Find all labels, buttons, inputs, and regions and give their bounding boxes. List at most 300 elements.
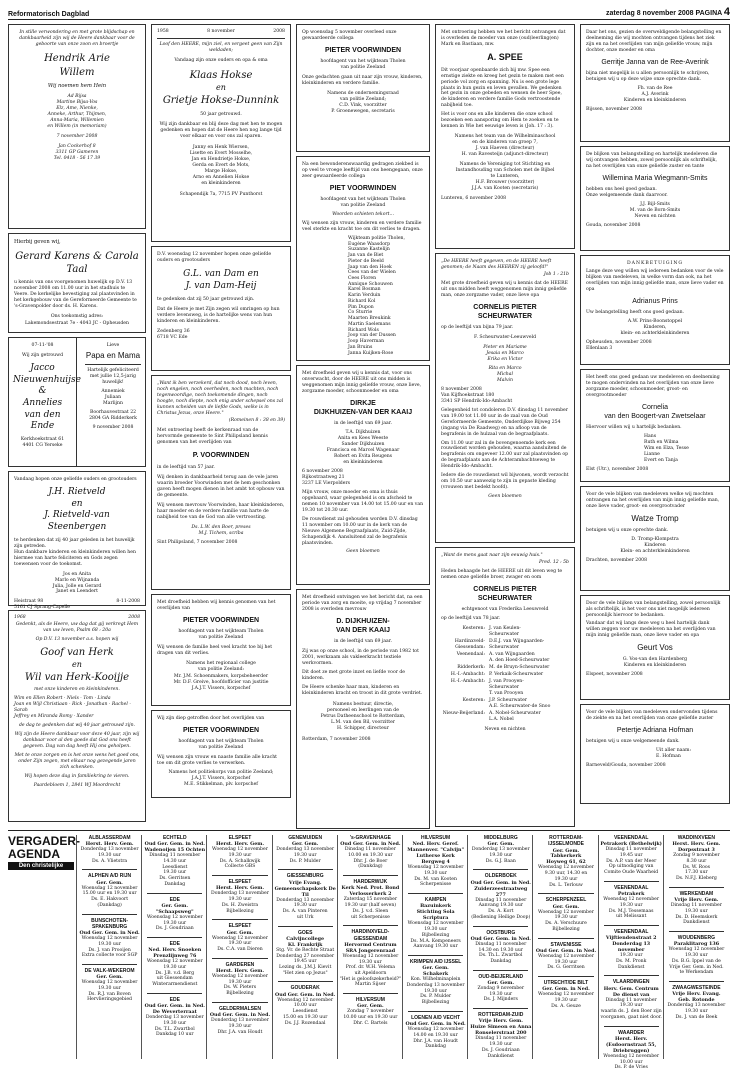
page-header xyxy=(8,6,730,20)
ad-text: Wij hopen deze dag in familiekring te vieren. xyxy=(24,773,130,779)
ad-signature: J.J. Bijl-Smits M. van de Born-Smits Neven en nichten xyxy=(629,201,681,219)
obituary-school xyxy=(296,589,430,829)
ad-text: Het is voor ons en alle kinderen die onze school bezoeken een aansporing om Hem te zoeken en te kennen in Wie het eeuwige leven is (Joh. 17 : 3). xyxy=(441,112,559,130)
item-divider xyxy=(343,925,398,926)
agenda-item xyxy=(208,1006,271,1035)
thanks-4 xyxy=(580,369,730,482)
deceased-name: PIETER VOORWINDEN xyxy=(182,616,260,624)
agenda-church: Oud Ger. Gem. in Ned. xyxy=(535,947,597,954)
agenda-item xyxy=(469,835,532,864)
agenda-details: Zondag 9 november 8.30 uur Ds. W. Roos 17.30 uur Ds. N.F.J. Kleberg xyxy=(673,853,720,882)
item-divider xyxy=(604,881,659,882)
thanks-3 xyxy=(580,255,730,365)
agenda-church: Vrije Herv. Gem. Huize Simeon en Anna Ronselerstraat 200 xyxy=(470,1018,532,1037)
deceased-name: Willemina Maria Wiegmann-Smits xyxy=(602,174,708,182)
verse-reference: (Romeinen 8 : 38 en 39) xyxy=(228,417,285,423)
agenda-details: Woensdag 12 november 19.30 uur Ds. M.J. Tessemaas uit Melissant xyxy=(603,897,660,920)
relative-names: J.P. Scheurwater A.E. Scheurwater-de Snoo xyxy=(489,697,551,709)
agenda-details: Dinsdag 11 november 19.30 uur Ds. D. Heemskerk Dankdienst xyxy=(670,903,722,926)
agenda-item xyxy=(143,897,206,932)
ad-text: Op woensdag 5 november overleed onze gewaardeerde collega xyxy=(302,30,397,41)
deceased-name: CORNELIS PIETER SCHEURWATER xyxy=(473,585,537,602)
column-divider xyxy=(337,835,338,1059)
couple-names: Jacco Nieuwenhuijse & Annelies van den Ende xyxy=(13,362,81,432)
ad-title: Lieve xyxy=(106,343,120,348)
agenda-details: Stg. Vr. de Rechte Straat Donderdag 27 november 19.45 uur Lezing ds. J.M.J. Kievit "Het zien op Jezus" xyxy=(276,947,335,976)
thanks-7 xyxy=(580,704,730,804)
agenda-church: Oud Ger. Gem. in Ned. De Weverterraat xyxy=(144,1003,205,1016)
item-divider xyxy=(212,875,267,876)
item-divider xyxy=(473,869,528,870)
agenda-item xyxy=(534,835,597,888)
ad-address: Lakemondsestraat 7e - 4043 JC - Opheusden xyxy=(25,320,129,326)
ad-text: Met te onze zorgen en is het onze wens het goed ons, onder Zijn zegen, met elkaar nog gezegende jaren zich schenken. xyxy=(14,752,140,770)
page-number: 4 xyxy=(723,5,730,18)
ad-signature: D. Tromp-Klompstra Kinderen Klein- en achterkleinkinderen xyxy=(620,537,690,555)
agenda-details: Donderdag 13 november 19.30 uur Ds. A. van Pinteren uit Urk xyxy=(276,897,335,920)
agenda-church: Calvijncollege Kl. Frankrijk xyxy=(286,935,325,948)
year-end: 2008 xyxy=(273,29,285,34)
agenda-item xyxy=(665,935,728,976)
agenda-column xyxy=(404,835,467,1055)
child-name-second: Willem xyxy=(59,66,95,78)
agenda-item xyxy=(534,980,597,1009)
agenda-church: Herst. Herv. Gem. xyxy=(215,841,264,848)
agenda-item xyxy=(78,873,141,908)
deceased-role: hoofdagent van het wijkteam Tholen van politie Zeeland xyxy=(178,629,264,640)
agenda-item xyxy=(600,885,663,920)
relatives-list xyxy=(441,626,569,723)
agenda-place: GENEMUIDEN xyxy=(288,835,323,841)
agenda-church: Kerk Ned. Prot. Bond Verlosserkerk 2 xyxy=(341,885,400,898)
ad-intro: D.V. woensdag 12 november hopen onze geliefde ouders en grootouders xyxy=(157,252,272,263)
couple-names: G.L. van Dam en J. van Dam-Heij xyxy=(183,268,259,291)
item-divider xyxy=(473,970,528,971)
ad-text: Om 11.00 uur zal in de bovengenoemde kerk een rouwdienst worden gehouden, waarna aansluitend de begrafenis om ongeveer 12.00 uur zal plaatsvinden op de begraafplaats aan de Achterambachtseweg te Hendrik-Ido-Ambacht. xyxy=(441,440,569,470)
ad-text: Met droefheid hebben wij kennis genomen van het overlijden van xyxy=(157,600,276,611)
deceased-name: PIET VOORWINDEN xyxy=(329,184,397,192)
ad-place: Lunteren, 6 november 2008 xyxy=(441,196,507,201)
team-members: Wijkteam politie Tholen, Eugène Waasdorp Suzanne Kastelijn Jan van de Biet Pieter de Beeld Jaap van den Hoek Cees van der Wielen Cees Floren Annique Schouwen Karel Bosman Karin Verduin Richard Kol Pim Dupon Co Sturrie Maarten Breukink Martin Saelemans Richard Wols Joop van der Dussen Joop Haverman Jan Bruins Janna Kuijken-Rose xyxy=(348,235,405,356)
item-divider xyxy=(408,893,463,894)
ad-conjunction: en xyxy=(216,82,226,92)
agenda-item xyxy=(339,997,402,1026)
agenda-column xyxy=(469,835,532,1064)
agenda-details: Woensdag 12 november 19.30 uur Ds. B.G. Ippel van de Vrije Ger. Gem. in Ned. te Werkendam xyxy=(668,947,725,976)
agenda-item xyxy=(600,835,663,876)
ad-text: Hiervoor willen wij u hartelijk bedanken. xyxy=(586,425,682,431)
column-divider xyxy=(141,835,142,1059)
relative-names: A. van Wijngaarden A. den Hoed-Scheurwater xyxy=(489,651,550,663)
agenda-item xyxy=(534,897,597,932)
agenda-item xyxy=(208,923,271,952)
obituary-police xyxy=(151,594,291,706)
agenda-place: WAARDER xyxy=(618,1029,645,1036)
ad-text: Dat de Heere je met Zijn zegen wil omringen op hun verdere levensweg, is de hartelijke wens van hun kinderen en kleinkinderen. xyxy=(157,307,280,325)
relative-place: Ridderkerk: xyxy=(457,664,485,670)
spouse-name: Klaas Hokse xyxy=(189,69,253,81)
agenda-item xyxy=(404,959,467,1006)
married-panel xyxy=(9,338,81,466)
ad-family: Wim en Ellen Robert · Niels · Tom · Linda Joan en Wijl Christiaan · Rick · Jonathan · Rachel · Sarah Jeffrey en Miranda Romy · Xander xyxy=(14,696,131,720)
agenda-details: Woensdag 12 november 19.30 uur Ds. J. van Prooijen Extra collecte voor SGP xyxy=(81,936,138,959)
deceased-name: Petertje Adriana Hofman xyxy=(616,726,694,734)
agenda-place: LOENEN A/D VECHT xyxy=(411,1014,461,1021)
agenda-subtitle: Den christelijke xyxy=(8,862,74,870)
ad-text: Heden behaagde het de HEERE uit dit leven weg te nemen onze geliefde broer, zwager en oom xyxy=(441,568,563,580)
agenda-church: Oud Ger. Gem. in Ned. xyxy=(405,1021,466,1028)
ad-conjunction: en xyxy=(72,659,82,669)
agenda-details: Donderdag 13 november 19.30 uur Dhr. J.A. van Houdt xyxy=(211,1018,269,1035)
agenda-place: HILVERSUM xyxy=(355,997,385,1004)
ad-date: 07-11-'08 xyxy=(31,343,54,348)
ad-text: met onze kinderen en kleinkinderen. xyxy=(34,687,120,693)
agenda-column xyxy=(600,835,663,1076)
agenda-place: UTRECHT/DE BILT xyxy=(543,980,589,986)
agenda-church: Vrije Herv. Gem. xyxy=(674,897,719,904)
ad-note: Geen bloemen xyxy=(346,549,380,555)
ad-place: Rotterdam, 7 november 2008 xyxy=(302,736,371,742)
agenda-details: Dinsdag 11 november Aanvang 19.30 uur Ds. A. Kort (Bediening Heilige Doop) xyxy=(471,897,531,920)
ad-text: Iedere die de rouwdienst wil bijwonen, wordt verzocht om 10.50 uur aanwezig te zijn in gepaste kleding (vrouwen met bedekt hoofd). xyxy=(441,473,569,491)
agenda-church: Oud Ger. Gem. in Ned. xyxy=(275,991,336,998)
column-2 xyxy=(151,24,291,802)
recipient-name: Papa en Mama xyxy=(85,350,141,360)
relative-place: Hardinxveld- Giessendam: xyxy=(454,638,485,650)
agenda-church: Ger. Gem. xyxy=(357,1003,384,1010)
agenda-place: OUD-BEIJERLAND xyxy=(478,973,524,980)
agenda-item xyxy=(339,879,402,920)
agenda-item xyxy=(274,873,337,920)
agenda-column xyxy=(274,835,337,1031)
agenda-item xyxy=(469,1012,532,1059)
ad-date: 8-11-2008 xyxy=(116,599,140,605)
item-divider xyxy=(604,975,659,976)
ad-age: op de leeftijd van bijna 79 jaar. xyxy=(441,325,514,330)
relative-row xyxy=(441,639,569,651)
column-4 xyxy=(435,24,575,831)
agenda-place: BUNSCHOTEN-SPAKENBURG xyxy=(91,917,129,930)
agenda-item xyxy=(274,930,337,977)
agenda-church: Oud Ger. Gem. in Ned. xyxy=(209,1012,271,1019)
agenda-details: Dinsdag 11 november 19.30 uur Ds. J. Goudriaan Dankdienst xyxy=(475,1036,527,1059)
item-divider xyxy=(538,976,593,977)
ad-text: Dit doet ze met grote inzet en liefde voor de kinderen. xyxy=(302,669,406,681)
married-announcement xyxy=(8,337,146,467)
obituary-brother xyxy=(435,547,575,827)
agenda-place: VEENENDAAL xyxy=(613,835,649,841)
relative-row xyxy=(441,698,569,710)
agenda-church: Ger. Gem. "Schaapsweg" xyxy=(155,902,194,915)
agenda-church: Herst. Herv. Gem. xyxy=(215,968,264,975)
agenda-details: Dinsdag 11 november 19.45 uur Ds. A.P. van der Meer Op uitnodiging van Comite Oude Waarheid xyxy=(604,847,659,876)
ad-text: te gedenken dat zij 50 jaar getrouwd zijn. xyxy=(157,297,255,303)
agenda-column xyxy=(208,835,271,1040)
deceased-name: A. SPEE xyxy=(487,51,523,62)
agenda-place: EDE xyxy=(169,896,180,903)
agenda-details: Dinsdag 11 november 14.30 en 19.30 uur Ds. Th.L. Zwartbol Dankdag xyxy=(475,941,527,965)
ad-date: 8 november xyxy=(207,29,235,34)
ad-text: Gelegenheid tot condoleren D.V. dinsdag 11 november van 19.00 tot 11.00 uur in de zaal van de Oud Gereformeerde Gemeente, Onderdijkse Bijweg 254 (ingang via De Raadweg) en na afloop van de begrafenis in de hulzaal van de begraafplaats. xyxy=(441,407,568,437)
agenda-heading: VERGADER- AGENDA xyxy=(8,834,81,861)
agenda-details: Woensdag 12 november 19.30 uur Ds. A. Geuze xyxy=(538,992,594,1009)
agenda-item xyxy=(469,930,532,965)
ad-text: Met ontroering heeft de kerkenraad van de hervormde gemeente te Sint Philipsland kennis genomen van het overlijden van xyxy=(157,427,268,445)
newspaper-name: Reformatorisch Dagblad xyxy=(8,10,90,18)
agenda-church: Ger. Gem. xyxy=(487,980,515,986)
deceased-role: hoofdagent van het wijkteam Tholen van politie Zeeland xyxy=(178,739,264,751)
agenda-item xyxy=(665,891,728,926)
agenda-place: HILVERSUM xyxy=(421,835,451,841)
item-divider xyxy=(82,914,137,915)
thanks-1 xyxy=(580,24,730,142)
column-5 xyxy=(580,24,730,804)
item-divider xyxy=(343,993,398,994)
deceased-name: DIRKJE DIJKHUIZEN-VAN DER KAAIJ xyxy=(313,399,413,416)
relative-row xyxy=(441,679,569,697)
agenda-church: Ned. Herv. Geref. Mannenver. "Calvijn" Lutherse Kerk Bergweg 4 xyxy=(407,841,464,866)
item-divider xyxy=(538,938,593,939)
agenda-church: Ger. Gem. xyxy=(96,879,123,886)
ad-text: Hartelijk gefeliciteerd met jullie 12,5-jarig huwelijk! xyxy=(87,368,139,386)
agenda-place: ALPHEN A/D RIJN xyxy=(88,873,132,880)
year-row xyxy=(157,29,285,35)
ad-text: Wij wensen mevrouw Voorwinden, haar kleinkinderen, haar moeder en de verdere familie van harte de nabijheid toe van de God van alle vertroosting. xyxy=(157,502,285,520)
relative-names: P. Verkaik-Scheurwater xyxy=(489,671,544,677)
ad-place: Gouda, november 2008 xyxy=(586,222,641,228)
verse-reference: Job 1 : 21b xyxy=(543,271,569,277)
item-divider xyxy=(604,1026,659,1027)
agenda-item xyxy=(469,873,532,920)
agenda-details: Woensdag 12 november 10.00 uur Ds. P. de Vries xyxy=(603,1053,660,1071)
agenda-item xyxy=(339,929,402,988)
ad-age: in de leeftijd van 69 jaar. xyxy=(334,639,392,645)
agenda-place: OOSTBURG xyxy=(486,929,516,936)
agenda-church: Paraklitarog 136 xyxy=(673,941,720,948)
page-indicator xyxy=(606,5,730,19)
agenda-church: Oud Ger. Gem. in Ned. Wadenoijen 15 Ochten xyxy=(144,841,206,854)
agenda-place: ELSPEET xyxy=(228,923,252,930)
ad-signature: Namens het politiekorps van politie Zeeland; J.A.J.T. Vissers, korpschef M.E. Stikkelman, plv. korpschef xyxy=(168,769,274,787)
agenda-place: STAVENISSE xyxy=(550,941,582,948)
agenda-church: Bazuinkerk Stichting Sola Scriptura xyxy=(416,903,455,922)
ad-text: Mijn vrouw, onze moeder en oma is thuis opgebaard, waar gelegenheid is om afscheid te nemen 10 november van 14.00 tot 15.00 uur en van 19.30 tot 20.30 uur. xyxy=(302,489,424,513)
agenda-details: Zondag 7 november 10.00 uur en 19.30 uur Dhr. C. Bartels xyxy=(343,1009,398,1026)
ad-spouse: echtgenoot van Frederika Leeuwveld xyxy=(461,607,549,613)
agenda-church: Petrakerk (Bethelwijk) xyxy=(600,841,662,848)
spouse-name-second: Grietje Hokse-Dunnink xyxy=(162,95,280,107)
relative-row xyxy=(441,711,569,723)
agenda-place: HARDINXVELD-GIESSENDAM xyxy=(351,929,390,942)
year-start: 1968 xyxy=(14,615,26,620)
agenda-place: 's-GRAVENHAGE xyxy=(349,835,391,841)
year-start: 1958 xyxy=(157,29,169,34)
item-divider xyxy=(82,869,137,870)
year-end: 2008 xyxy=(128,615,140,620)
ad-text: Na een bewonderenswaardig gedragen ziekbed is op veel te vroege leeftijd van ons heengegaan, onze zeer gewaardeerde collega xyxy=(302,162,423,179)
agenda-place: GARDEREN xyxy=(225,961,255,968)
agenda-place: SCHERPENZEEL xyxy=(545,897,587,904)
ad-family-second: Rita en Marco Michal Malvin xyxy=(488,365,522,383)
ad-text: De blijken van belangstelling en hartelijk medeleven die wij ontvangen hebben, zowel persoonlijk als schriftelijk, na het overlijden van onze geliefde zuster en tante xyxy=(586,152,718,169)
agenda-church: Petrakerk xyxy=(617,891,645,898)
ad-family: Jos en Anita Marlo en Wijnanda Julia, Jolle en Gerard Janet en Leendert xyxy=(52,571,102,595)
ad-age: op de leeftijd van 78 jaar. xyxy=(441,616,501,622)
column-divider xyxy=(532,835,533,1059)
item-divider xyxy=(82,964,137,965)
agenda-place: KAMPEN xyxy=(424,897,447,904)
ad-address: Boorhauvestraat 22 2804 GA Ridderkerk xyxy=(89,410,137,422)
ad-subtitle: Wij noemen hem Hein xyxy=(47,82,107,89)
ad-date: 6 november 2008 Rijkostraatweg 21 3237 LE Vierpolders xyxy=(302,468,351,486)
ad-text: u kennis van ons voorgenomen huwelijk op D.V. 13 november 2008 om 11.00 uur in het stadhuis te Veere. De kerkelijke bevestiging zal plaatsvinden in het kerkgebouw van de Gereformeerde Gemeente te 's-Gravenpolder door ds. H. Karens. xyxy=(14,279,137,309)
agenda-church: Ger. Gem. xyxy=(96,974,123,981)
item-divider xyxy=(212,958,267,959)
agenda-item xyxy=(274,985,337,1026)
ad-text: hebben ons heel goed gedaan. Onze welgemeende dank daarvoor. xyxy=(586,187,668,198)
item-divider xyxy=(473,1008,528,1009)
item-divider xyxy=(669,887,724,888)
spouse-name: Goof van Herk xyxy=(40,646,114,658)
ad-place: Bijssen, november 2008 xyxy=(586,106,642,112)
meeting-agenda xyxy=(8,830,730,1071)
agenda-item xyxy=(208,835,271,870)
ad-years: 50 jaar getrouwd. xyxy=(200,112,242,118)
relative-row xyxy=(441,626,569,638)
obituary-works-council xyxy=(296,24,430,152)
agenda-place: WADDINXVEEN xyxy=(677,835,715,841)
ad-verse: Gedenkt, als de Heere, uw dag dat gij verkregt Hem van uw leven, Psalm 68 : 20a xyxy=(15,621,139,633)
item-divider xyxy=(278,926,333,927)
agenda-item xyxy=(600,929,663,970)
ad-family: T.A. Dijkhuizen Anita en Kees Weeste Sander Dijkhuizen Francisca en Marcel Wagenaar Robert en Evita Reugens en kleinkinderen xyxy=(326,430,400,465)
year-row xyxy=(14,615,140,621)
item-divider xyxy=(408,1011,463,1012)
item-divider xyxy=(538,893,593,894)
ad-signature: Annemiek Juliaan Marlijnn xyxy=(101,389,125,407)
agenda-church: Herst. Herv. (Esdoornstraat 55, Driebruggen) xyxy=(606,1035,657,1054)
ad-address: Schapendijk 7a, 7715 PV Punthorst xyxy=(179,191,263,197)
column-3 xyxy=(296,24,430,833)
agenda-details: Dinsdag 11 november 10.00 en 19.30 uur Dhr. J. de Boer (Dankdag) xyxy=(344,847,396,870)
ad-text: Met droefheid ontvingen we het bericht dat, na een periode van zorg en moeite, op vrijdag 7 november 2008 is overleden mevrouw xyxy=(302,595,423,612)
agenda-place: HARDERWIJK xyxy=(353,879,388,886)
agenda-details: Woensdag 12 november 19.30 uur Ds. C.A. van Dieren xyxy=(212,935,268,953)
relative-row xyxy=(441,672,569,678)
agenda-church: Vijftiendenstraat 2 Donderdag 13 november xyxy=(605,935,657,954)
agenda-place: GOUDERAK xyxy=(290,985,320,992)
item-divider xyxy=(147,893,202,894)
agenda-details: Woensdag 12 november 19.30 uur Ds. A. Schalkwijk Collecte GBS xyxy=(212,847,268,870)
ad-address: Heistraat 98 5161 CJ Sprang-Capelle xyxy=(14,599,71,611)
agenda-item xyxy=(143,835,206,888)
agenda-item xyxy=(404,897,467,950)
ad-place: Elspeet, november 2008 xyxy=(586,672,643,678)
ad-parents: Ad Bijsa Martine Bijsa-Vos Elz, Ame, Nienke, Anneke, Arthur, Thijmen, Anna-Maria, Willemien en Willem (in memoriam) xyxy=(47,93,107,129)
item-divider xyxy=(147,937,202,938)
agenda-column xyxy=(339,835,402,1032)
agenda-details: Woensdag 12 november 19.30 uur Ds. R.J. van Boven Hervlieringsgebied xyxy=(81,980,138,1003)
agenda-place: VEENENDAAL xyxy=(613,884,649,891)
deceased-name: D. DIJKHUIZEN- VAN DER KAAIJ xyxy=(336,617,390,634)
child-name: Hendrik Arie xyxy=(44,52,110,64)
verse-reference: Pred. 12 : 5b xyxy=(538,559,569,565)
ad-date: 9 november 2008 xyxy=(92,425,134,431)
agenda-place: MIDDELBURG xyxy=(483,835,518,841)
obituary-family xyxy=(296,365,430,585)
ad-signature: Hans Ruth en Wilma Wim en Elza, Tesse Lianne Evert en Tanja xyxy=(644,434,689,463)
anniversary-panel xyxy=(81,338,145,466)
agenda-place: GIESSENBURG xyxy=(286,873,324,880)
ad-signature-second: Namens de Vereniging tot Stichting en Instandhouding van Scholen met de Bijbel te Lunteren, H.F. Brouwer (voorzitter) J.J.A. van Kooten (secretaris) xyxy=(455,162,555,192)
agenda-item xyxy=(534,942,597,971)
ad-age: in de leeftijd van 69 jaar. xyxy=(334,421,392,427)
ad-spouse: F. Scheurwater-Leeuwveld xyxy=(473,334,537,340)
ad-note: Neven en nichten xyxy=(484,726,526,732)
agenda-place: ECHTELD xyxy=(162,835,187,841)
agenda-details: Zaterdag 15 november 19.30 uur (half seven) Ds. J. v.d. Sleen uit Scherpenisse xyxy=(343,897,398,920)
deceased-name: Adrianus Prins xyxy=(632,297,678,305)
agenda-place: ALBLASSERDAM xyxy=(88,835,131,841)
agenda-church: Ned. Herv. Snoeken Prenzlijnweg 76 xyxy=(148,947,202,960)
agenda-place: ELSPEET xyxy=(228,835,252,841)
deceased-name: P. VOORWINDEN xyxy=(192,451,250,459)
ad-intro: Vandaag zijn onze ouders en opa & oma xyxy=(174,57,268,63)
agenda-details: Woensdag 12 november 19.30 uur Ds. W. Pieters Bijbellezing xyxy=(212,974,268,997)
relative-place: Kesteren: xyxy=(462,626,485,631)
agenda-item xyxy=(404,1015,467,1050)
agenda-details: Woensdag 12 november 19.30 uur Ds. J.B. v.d. Berg uit Giessendam Winterarmendienst xyxy=(146,959,203,988)
deceased-role: hoofdagent van het wijkteam Tholen van politie Zeeland xyxy=(320,59,406,70)
ad-text: betuigen wij u onze oprechte dank. xyxy=(586,528,669,534)
agenda-details: Donderdag 13 november 19.30 uur Ds. H. Zweistra Bijbellezing xyxy=(211,891,269,914)
agenda-item xyxy=(78,918,141,959)
agenda-details: Woensdag 12 november 15.00 uur en 19.30 uur Ds. E. Hakvoort (Dankdag) xyxy=(81,885,138,908)
relative-names: M. de Bruyn-Scheurwater xyxy=(489,664,550,670)
divider xyxy=(85,364,141,365)
agenda-details: Dinsdag 11 november 19.30 uur waarin ds. J. den Boer zijn voorganen, gaat niet door. xyxy=(600,997,662,1020)
column-divider xyxy=(467,835,468,1059)
item-divider xyxy=(147,993,202,994)
agenda-item xyxy=(78,835,141,864)
deceased-name: Watze Tromp xyxy=(631,513,679,523)
ad-text: Voor de vele blijken van medeleven ondervonden tijdens de ziekte en na het overlijden van onze geliefde zuster xyxy=(586,710,718,721)
ad-text: Vandaar dat wij langs deze weg u heel hartelijk dank willen zeggen voor uw medeleven na het overlijden van mijn innig geliefde man, onze lieve vader en opa xyxy=(586,620,716,638)
item-divider xyxy=(212,919,267,920)
agenda-place: VLAARDINGEN xyxy=(612,979,650,986)
agenda-details: Donderdag 13 november 19.30 uur Ds. T.L. Zwartbol Dankdag 10 uur xyxy=(145,1015,204,1038)
ad-text: Met ontroering hebben we het bericht ontvangen dat is overleden de moeder van onze (oud)leerling(en) Mark en Bastiaan, mw. xyxy=(441,30,566,47)
relative-names: D.E.J. van Wijngaarden- Scheurwater xyxy=(489,638,545,650)
agenda-church: Ger. Gem. Tabkerkerk Hoyweg 61, 62 xyxy=(546,847,586,866)
address-title: Ons toekomstig adres: xyxy=(50,313,104,319)
agenda-item xyxy=(274,835,337,864)
ad-text: Wij zijn dankbaar en blij deze dag met hen te mogen gedenken en hopen dat de Heere hen nog lange tijd voor elkaar en voor ons zal sparen. xyxy=(159,122,283,140)
ad-place: Drachten, november 2008 xyxy=(586,558,647,564)
agenda-church: Vrije Herv. Evang. Geb. Rotonde xyxy=(672,991,721,1004)
agenda-details: Woensdag 12 november 10.00 uur Leesdienst 15.00 en 19.30 uur Ds. J.J. Rozendaal xyxy=(277,997,334,1026)
ad-place: Sint Philipsland, 7 november 2008 xyxy=(157,540,238,546)
ad-text: Door de vele blijken van belangstelling, zowel persoonlijk als schriftelijk, is het voor ons niet mogelijk iedereen persoonlijk hiervoor te bedanken. xyxy=(586,601,721,618)
item-divider xyxy=(669,981,724,982)
agenda-church: Herst. Herv. Gem. Dorpsstraat 3 xyxy=(672,841,721,854)
ad-address: Jan Cockerhof 8 3311 GP Gameren Tel. 0418 - 56 17 39 xyxy=(53,144,101,162)
agenda-church: Oud Ger. Gem. in Ned. xyxy=(340,841,401,848)
agenda-place: EDE xyxy=(169,941,180,948)
ad-text: Onze gedachten gaan uit naar zijn vrouw, kinderen, kleinkinderen en verdere familie. xyxy=(302,74,423,86)
ad-intro: In stille verwondering en met grote blijdschap en dankbaarheid zijn wij de Heere dankbaar voor de geboorte van onze zoon en broertje xyxy=(19,30,135,47)
ad-verse: „De HEERE heeft gegeven, en de HEERE heeft genomen; de Naam des HEEREN zij geloofd!" xyxy=(441,259,552,270)
